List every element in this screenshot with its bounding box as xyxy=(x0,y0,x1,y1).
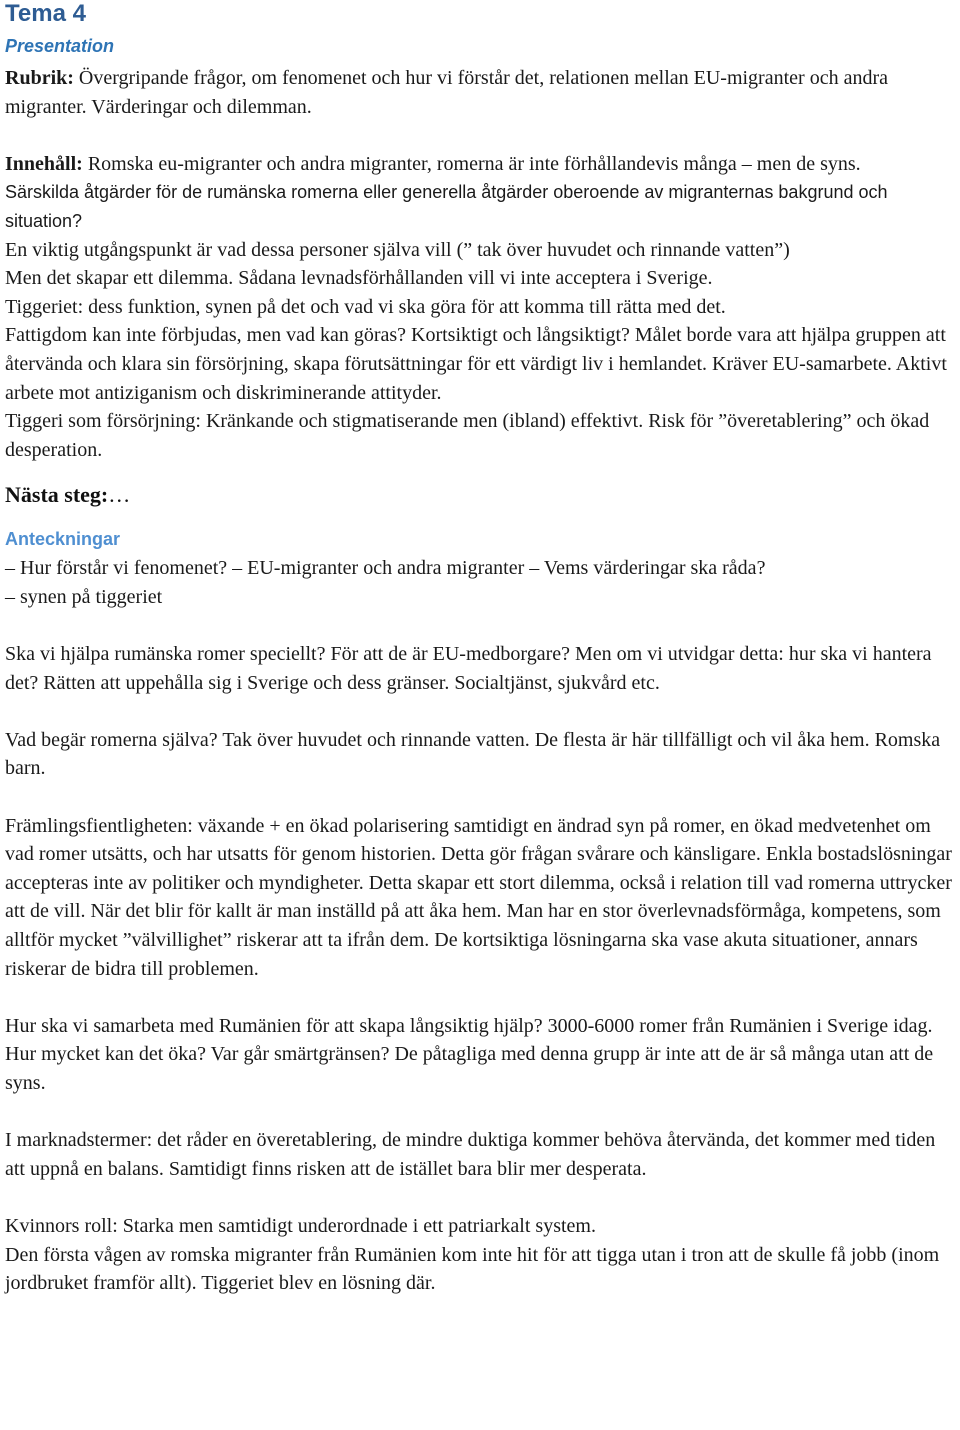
spacer xyxy=(5,1098,957,1127)
innehall-paragraph xyxy=(5,150,957,179)
notes-paragraph-6-line-1: Kvinnors roll: Starka men samtidigt underordnade i ett patriarkalt system. xyxy=(5,1214,596,1237)
document-page xyxy=(5,0,957,1298)
notes-line-2: – synen på tiggeriet xyxy=(5,585,163,608)
spacer xyxy=(5,697,957,726)
next-steps-heading xyxy=(5,480,957,510)
notes-paragraph-5: I marknadstermer: det råder en överetablering, de mindre duktiga kommer behöva återvända, det kommer med tiden att uppnå en balans. Samtidigt finns risken att de istället bara blir mer desperata. xyxy=(5,1129,936,1180)
page-title: Tema 4 xyxy=(5,0,86,27)
tiggeri-forsorjning-paragraph: Tiggeri som försörjning: Kränkande och stigmatiserande men (ibland) effektivt. Risk för ”överetablering” och ökad desperation. xyxy=(5,410,930,461)
spacer xyxy=(5,121,957,150)
dilemma-paragraph: Men det skapar ett dilemma. Sådana levnadsförhållanden vill vi inte acceptera i Sverige. xyxy=(5,267,713,290)
notes-paragraph-2: Vad begär romerna själva? Tak över huvudet och rinnande vatten. De flesta är här tillfälligt och vil åka hem. Romska barn. xyxy=(5,728,941,780)
innehall-label: Innehåll: xyxy=(5,152,83,175)
fattigdom-paragraph: Fattigdom kan inte förbjudas, men vad kan göras? Kortsiktigt och långsiktigt? Målet borde vara att hjälpa gruppen att återvända och klara sin försörjning, skapa förutsättningar för ett värdigt liv i hemlandet. Kräver EU-samarbete. Aktivt arbete mot antiziganism och diskriminerande attityder. xyxy=(5,324,947,404)
rubrik-text: Övergripande frågor, om fenomenet och hur vi förstår det, relationen mellan EU-migranter och andra migranter. Värderingar och dilemman. xyxy=(5,67,888,118)
tiggeriet-paragraph: Tiggeriet: dess funktion, synen på det och vad vi ska göra för att komma till rätta med det. xyxy=(5,295,726,318)
sarskilda-paragraph: Särskilda åtgärder för de rumänska romerna eller generella åtgärder oberoende av migranternas bakgrund och situation? xyxy=(5,182,888,231)
spacer xyxy=(5,983,957,1012)
spacer xyxy=(5,1183,957,1212)
presentation-heading: Presentation xyxy=(5,36,115,56)
innehall-text: Romska eu-migranter och andra migranter, romerna är inte förhållandevis många – men de syns. xyxy=(82,152,861,175)
notes-paragraph-6-line-2: Den första vågen av romska migranter från Rumänien kom inte hit för att tigga utan i tron att de skulle få jobb (inom jordbruket framför allt). Tiggeriet blev en lösning där. xyxy=(5,1243,940,1295)
notes-paragraph-4: Hur ska vi samarbeta med Rumänien för att skapa långsiktig hjälp? 3000-6000 romer från Rumänien i Sverige idag. Hur mycket kan det öka? Var går smärtgränsen? De påtagliga med denna grupp är inte att de är så många utan att de syns. xyxy=(5,1014,934,1094)
utgangspunkt-paragraph: En viktig utgångspunkt är vad dessa personer själva vill (” tak över huvudet och rinnande vatten”) xyxy=(5,238,790,261)
rubrik-paragraph xyxy=(5,64,957,121)
notes-heading: Anteckningar xyxy=(5,529,121,550)
notes-paragraph-3: Främlingsfientligheten: växande + en ökad polarisering samtidigt en ändrad syn på romer, en ökad medvetenhet om vad romer utsätts, och har utsatts för genom historien. Detta gör frågan svårare och känsligare. Enkla bostadslösningar accepteras inte av politiker och myndigheter. Detta skapar ett stort dilemma, också i relation till vad romerna uttrycker att de vill. När det blir för kallt är man inställd på att åka hem. Man har en stor överlevnadsförmåga, kompetens, som alltför mycket ”välvillighet” riskerar att ta ifrån dem. De kortsiktiga lösningarna ska vase akuta situationer, annars riskerar de bidra till problemen. xyxy=(5,814,952,980)
next-steps-label: Nästa steg: xyxy=(5,482,109,508)
spacer xyxy=(5,783,957,812)
spacer xyxy=(5,612,957,641)
notes-paragraph-1: Ska vi hjälpa rumänska romer speciellt? För att de är EU-medborgare? Men om vi utvidgar detta: hur ska vi hantera det? Rätten att uppehålla sig i Sverige och dess gränser. Socialtjänst, sjukvård etc. xyxy=(5,643,932,694)
notes-line-1: – Hur förstår vi fenomenet? – EU-migranter och andra migranter – Vems värderingar ska råda? xyxy=(5,557,766,580)
next-steps-ellipsis: … xyxy=(108,482,131,508)
rubrik-label: Rubrik: xyxy=(5,67,74,89)
